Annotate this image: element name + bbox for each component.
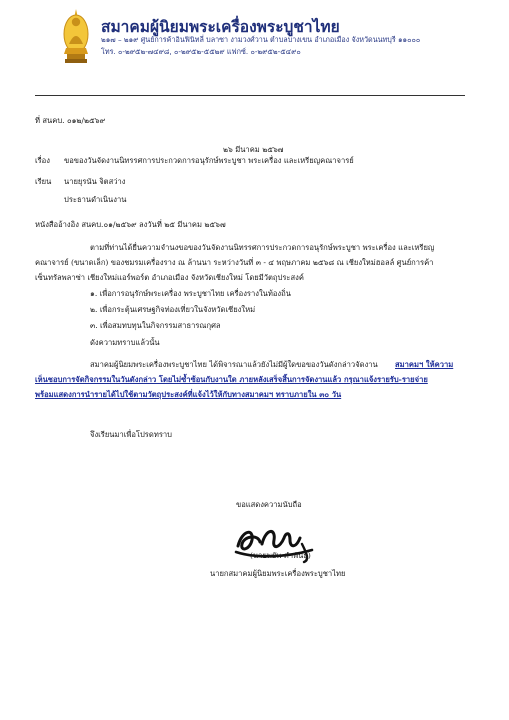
objective-item-2: ๒. เพื่อกระตุ้นเศรษฐกิจท่องเที่ยวในจังหวัดเชียงใหม่ [90, 305, 256, 314]
paragraph1-line2: คณาจารย์ (ขนาดเล็ก) ของชมรมเครื่องราง ณ ล้านนา ระหว่างวันที่ ๓ - ๔ พฤษภาคม ๒๕๖๘ ณ เชียงใหม่ฮอลล์ ศูนย์การค้า [35, 258, 434, 267]
signer-name: (นายพยัพ คำพันธุ์) [250, 551, 311, 560]
header-divider [35, 95, 465, 96]
paragraph1-line3: เซ็นทรัลพลาซ่า เชียงใหม่แอร์พอร์ต อำเภอเมือง จังหวัดเชียงใหม่ โดยมีวัตถุประสงค์ [35, 273, 304, 282]
objective-item-3: ๓. เพื่อสมทบทุนในกิจกรรมสาธารณกุศล [90, 321, 221, 330]
reference-number: ที่ สนคบ. ๐๑๒/๒๕๖๙ [35, 116, 106, 125]
signer-title: นายกสมาคมผู้นิยมพระเครื่องพระบูชาไทย [210, 569, 346, 578]
regards-line: ขอแสดงความนับถือ [236, 500, 302, 509]
paragraph2-highlight-start: สมาคมฯ ให้ความ [395, 360, 454, 369]
paragraph1-line1: ตามที่ท่านได้ยื่นความจำนงขอของวันจัดงานนิทรรศการประกวดการอนุรักษ์พระบูชา พระเครื่อง และเหรียญ [90, 243, 435, 252]
closing-line: จึงเรียนมาเพื่อโปรดทราบ [90, 430, 172, 439]
paragraph2-line1: สมาคมผู้นิยมพระเครื่องพระบูชาไทย ได้พิจารณาแล้วยังไม่มีผู้ใดขอของวันดังกล่าวจัดงาน [90, 360, 378, 369]
org-name: สมาคมผู้นิยมพระเครื่องพระบูชาไทย [101, 18, 340, 36]
acknowledgement-line: ดังความทราบแล้วนั้น [90, 338, 160, 347]
letter-date: ๒๖ มีนาคม ๒๕๖๗ [223, 145, 284, 154]
paragraph2-line2: เห็นชอบการจัดกิจกรรมในวันดังกล่าว โดยไม่ซ้ำซ้อนกับงานใด ภายหลังเสร็จสิ้นการจัดงานแล้ว กรุณาแจ้งรายรับ-รายจ่าย [35, 375, 428, 384]
org-address: ๒๑๗ – ๒๑๙ ศูนย์การค้าอินฟินิทลี่ บลาซา งามวงศ์วาน ตำบลบางเขน อำเภอเมือง จังหวัดนนทบุรี ๑๑๐๐๐ [101, 35, 421, 44]
paragraph2-line3: พร้อมแสดงการนำรายได้ไปใช้ตามวัตถุประสงค์ที่แจ้งไว้ให้กับทางสมาคมฯ ทราบภายใน ๓๐ วัน [35, 390, 342, 399]
recipient-label: เรียน [35, 177, 52, 186]
objective-item-1: ๑. เพื่อการอนุรักษ์พระเครื่อง พระบูชาไทย เครื่องรางในท้องถิ่น [90, 289, 291, 298]
subject-label: เรื่อง [35, 156, 50, 165]
buddha-emblem-logo [62, 8, 90, 64]
org-phone: โทร. ๐-๒๙๕๒-๗๔๙๘, ๐-๒๙๕๒-๕๕๒๙ แฟกซ์. ๐-๒๙๕๒-๕๔๙๐ [101, 47, 301, 56]
subject-text: ขอของวันจัดงานนิทรรศการประกวดการอนุรักษ์พระบูชา พระเครื่อง และเหรียญคณาจารย์ [64, 156, 354, 165]
recipient-name: นายยุรนัน จิตสว่าง [64, 177, 126, 186]
reference-document: หนังสืออ้างอิง สนคบ.๐๑/๒๕๖๙ ลงวันที่ ๒๕ มีนาคม ๒๕๖๗ [35, 220, 226, 229]
recipient-title: ประธานดำเนินงาน [64, 195, 127, 204]
